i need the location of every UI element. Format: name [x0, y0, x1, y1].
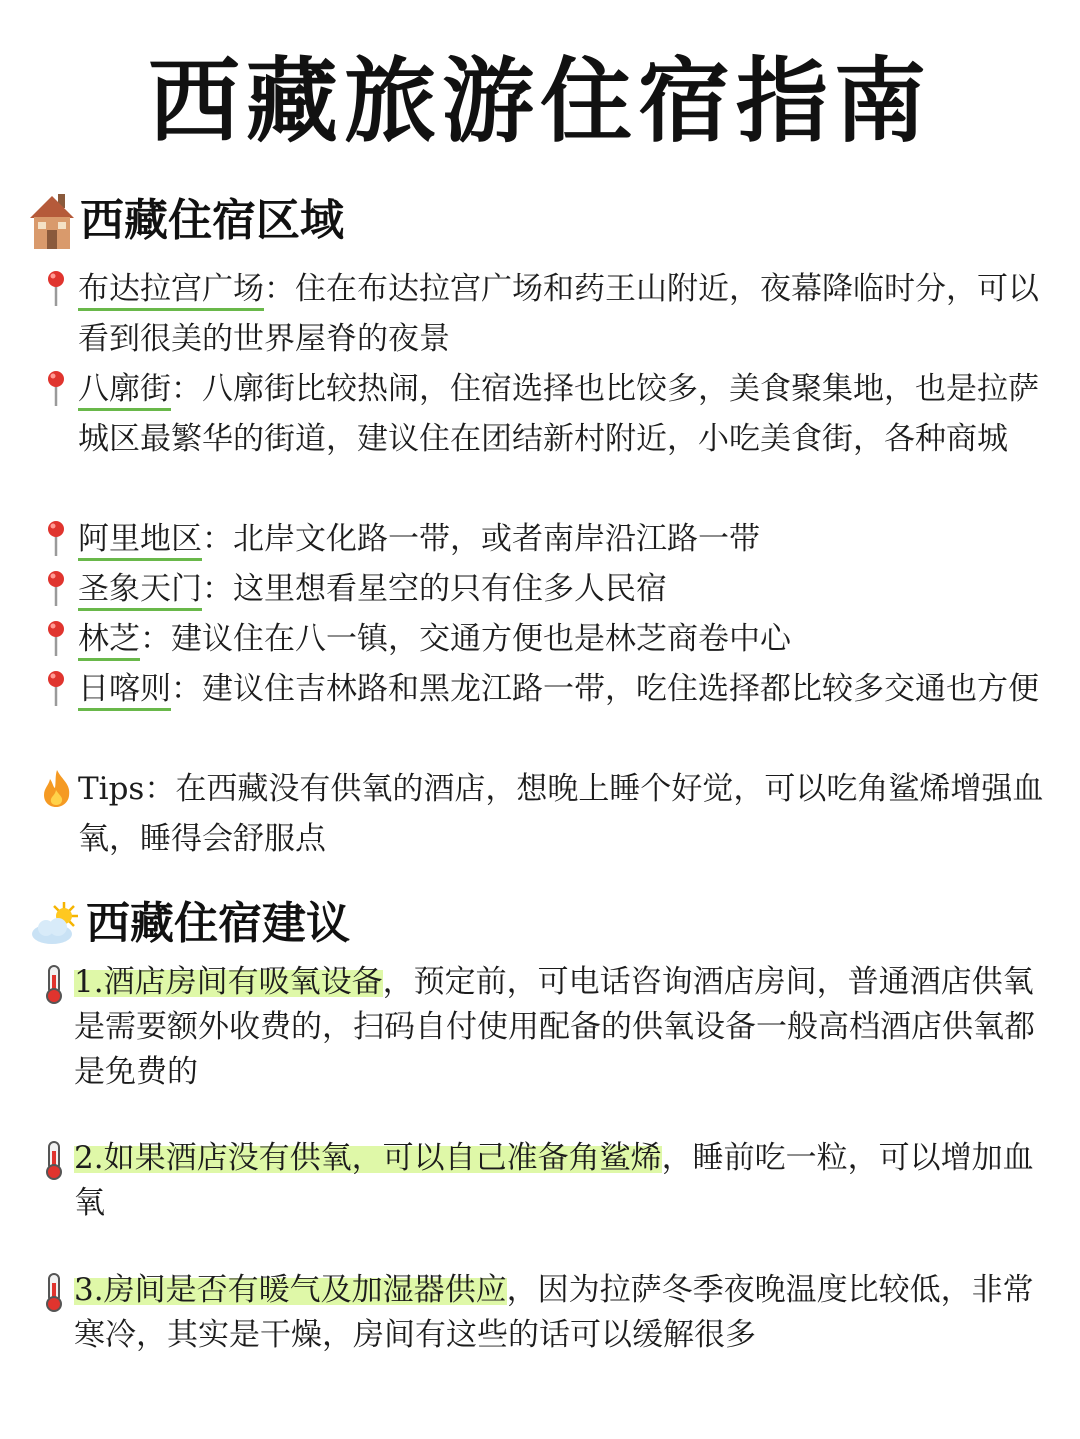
section-heading-label: 西藏住宿建议	[86, 898, 350, 949]
pin-icon	[40, 668, 76, 708]
suggestion-item	[38, 960, 1038, 1095]
list-item: 八廓街：八廓街比较热闹，住宿选择也比饺多，美食聚集地，也是拉萨城区最繁华的街道，建议住在团结新村附近，小吃美食街，各种商城	[40, 364, 1050, 464]
suggestion-text: ，睡前吃一粒，可以增加血氧	[74, 1140, 1034, 1221]
suggestion-text: ，因为拉萨冬季夜晚温度比较低，非常寒冷，其实是干燥，房间有这些的话可以缓解很多	[74, 1272, 1034, 1353]
suggestion-text: ，预定前，可电话咨询酒店房间，普通酒店供氧是需要额外收费的，扫码自付使用配备的供氧设备一般高档酒店供氧都是免费的	[74, 964, 1035, 1090]
suggestion-highlight: 3.房间是否有暖气及加湿器供应	[74, 1272, 507, 1308]
pin-icon	[40, 618, 76, 658]
area-desc: 这里想看星空的只有住多人民宿	[233, 571, 667, 607]
area-name: 林芝	[78, 621, 140, 661]
area-name: 布达拉宫广场	[78, 271, 264, 311]
list-item: 圣象天门：这里想看星空的只有住多人民宿	[40, 564, 1050, 614]
area-desc: 八廓街比较热闹，住宿选择也比饺多，美食聚集地，也是拉萨城区最繁华的街道，建议住在团结新村附近，小吃美食街，各种商城	[78, 371, 1039, 457]
page-title: 西藏旅游住宿指南	[147, 48, 932, 155]
suggestion-highlight: 2.如果酒店没有供氧，可以自己准备角鲨烯	[74, 1140, 662, 1176]
fire-icon	[40, 768, 76, 808]
area-desc: 北岸文化路一带，或者南岸沿江路一带	[233, 521, 760, 557]
area-desc: 住在布达拉宫广场和药王山附近，夜幕降临时分，可以看到很美的世界屋脊的夜景	[78, 271, 1039, 357]
pin-icon	[40, 518, 76, 558]
house-icon	[28, 190, 76, 252]
area-name: 八廓街	[78, 371, 171, 411]
list-item: 布达拉宫广场：住在布达拉宫广场和药王山附近，夜幕降临时分，可以看到很美的世界屋脊的夜景	[40, 264, 1050, 364]
list-item: 日喀则：建议住吉林路和黑龙江路一带，吃住选择都比较多交通也方便	[40, 664, 1050, 714]
suggestion-item	[38, 1268, 1038, 1358]
area-name: 圣象天门	[78, 571, 202, 611]
area-name: 阿里地区	[78, 521, 202, 561]
thermometer-icon	[38, 1271, 70, 1313]
section-heading-areas	[28, 190, 344, 252]
section-heading-label: 西藏住宿区域	[80, 195, 344, 246]
area-desc: 建议住吉林路和黑龙江路一带，吃住选择都比较多交通也方便	[202, 671, 1039, 707]
suggestion-item	[38, 1136, 1038, 1226]
thermometer-icon	[38, 963, 70, 1005]
thermometer-icon	[38, 1139, 70, 1181]
pin-icon	[40, 368, 76, 408]
pin-icon	[40, 268, 76, 308]
section-heading-tips	[28, 896, 350, 952]
tips-label: Tips	[78, 771, 145, 807]
sun-behind-cloud-icon	[28, 896, 82, 952]
area-desc: 建议住在八一镇，交通方便也是林芝商卷中心	[171, 621, 791, 657]
tips-item: Tips：在西藏没有供氧的酒店，想晚上睡个好觉，可以吃角鲨烯增强血氧，睡得会舒服点	[40, 764, 1050, 864]
suggestion-highlight: 1.酒店房间有吸氧设备	[74, 964, 383, 1000]
list-item: 阿里地区：北岸文化路一带，或者南岸沿江路一带	[40, 514, 1050, 564]
list-item: 林芝：建议住在八一镇，交通方便也是林芝商卷中心	[40, 614, 1050, 664]
tips-text: 在西藏没有供氧的酒店，想晚上睡个好觉，可以吃角鲨烯增强血氧，睡得会舒服点	[78, 771, 1044, 857]
area-name: 日喀则	[78, 671, 171, 711]
pin-icon	[40, 568, 76, 608]
